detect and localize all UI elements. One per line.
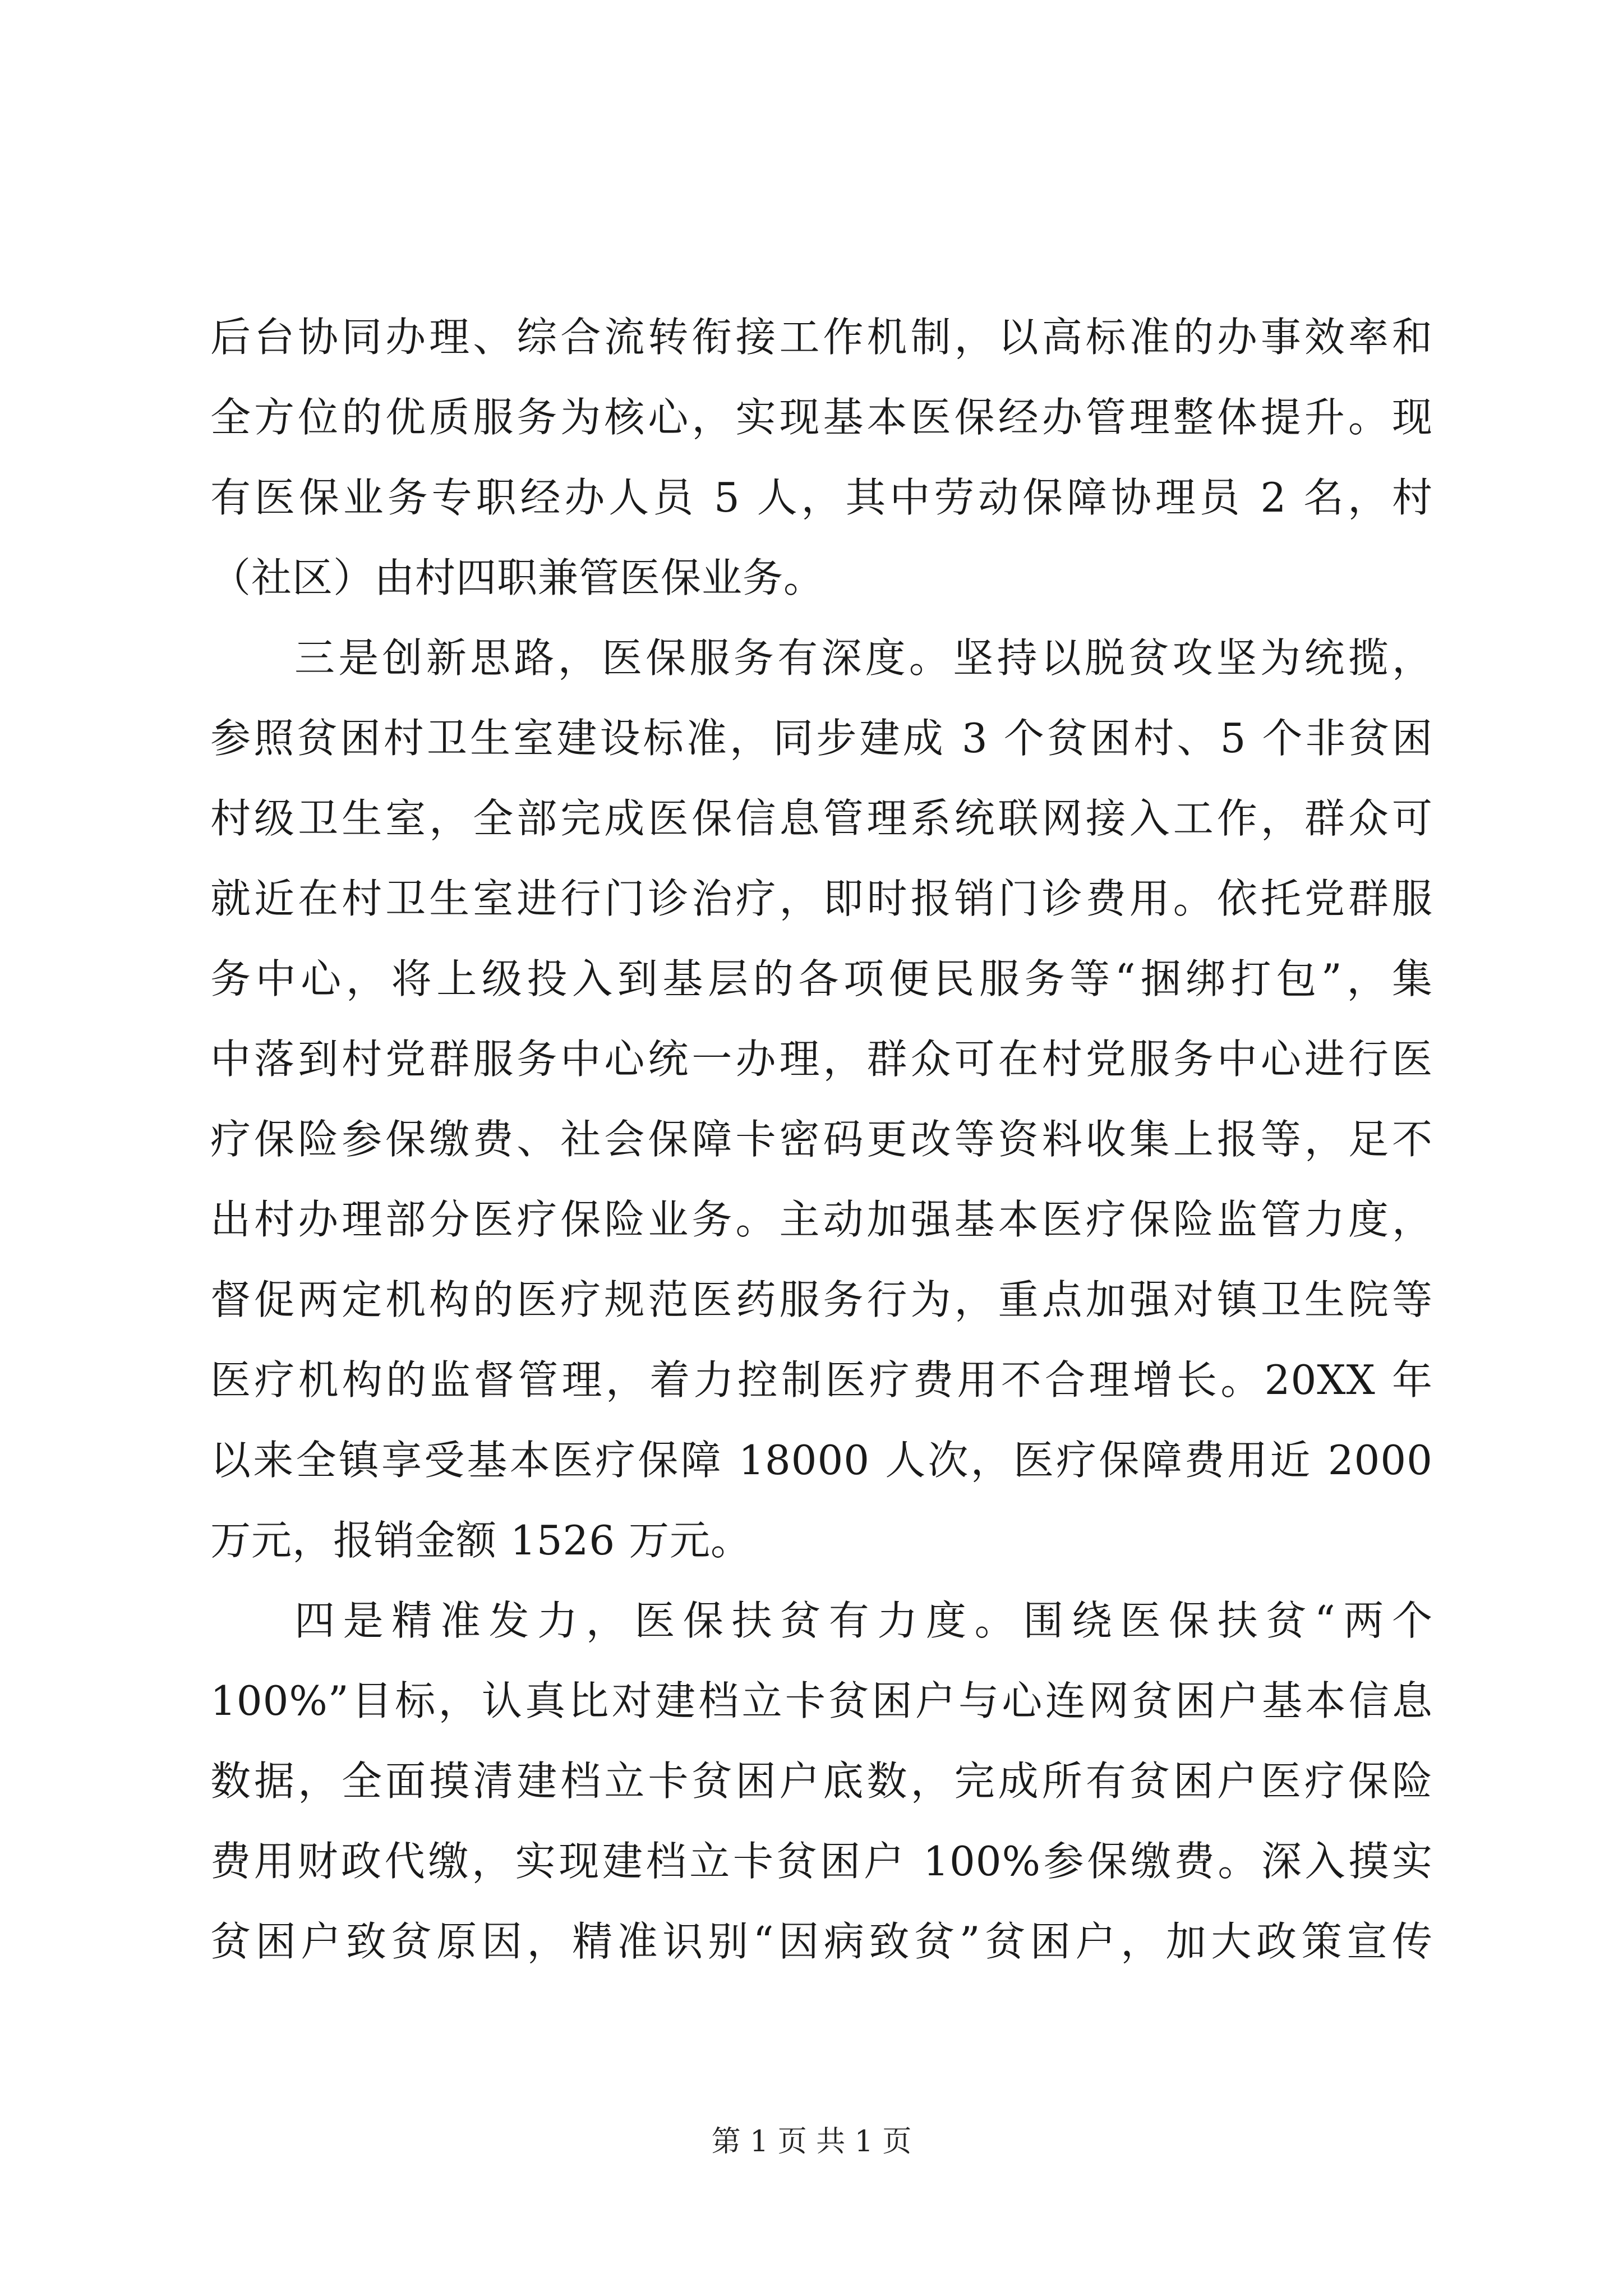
text-line: 100%”目标，认真比对建档立卡贫困户与心连网贫困户基本信息 bbox=[210, 1677, 1433, 1724]
text-line: 出村办理部分医疗保险业务。主动加强基本医疗保险监管力度， bbox=[210, 1196, 1433, 1243]
text-line: 万元，报销金额 1526 万元。 bbox=[210, 1517, 752, 1564]
page-number-footer: 第 1 页 共 1 页 bbox=[711, 2125, 912, 2159]
text-line: 督促两定机构的医疗规范医药服务行为，重点加强对镇卫生院等 bbox=[210, 1276, 1433, 1323]
text-line: 中落到村党群服务中心统一办理，群众可在村党服务中心进行医 bbox=[210, 1036, 1433, 1083]
text-line: 后台协同办理、综合流转衔接工作机制，以高标准的办事效率和 bbox=[210, 314, 1433, 361]
text-line: 贫困户致贫原因，精准识别“因病致贫”贫困户，加大政策宣传 bbox=[210, 1918, 1433, 1965]
text-line: 以来全镇享受基本医疗保障 18000 人次，医疗保障费用近 2000 bbox=[210, 1437, 1433, 1484]
text-line: 就近在村卫生室进行门诊治疗，即时报销门诊费用。依托党群服 bbox=[210, 875, 1433, 922]
paragraph-start-line: 四是精准发力，医保扶贫有力度。围绕医保扶贫“两个 bbox=[294, 1597, 1433, 1644]
text-line: 村级卫生室，全部完成医保信息管理系统联网接入工作，群众可 bbox=[210, 795, 1433, 842]
text-line: （社区）由村四职兼管医保业务。 bbox=[210, 554, 825, 601]
text-line: 全方位的优质服务为核心，实现基本医保经办管理整体提升。现 bbox=[210, 394, 1433, 441]
text-line: 费用财政代缴，实现建档立卡贫困户 100%参保缴费。深入摸实 bbox=[210, 1838, 1433, 1885]
document-body bbox=[210, 297, 1433, 1982]
text-line: 数据，全面摸清建档立卡贫困户底数，完成所有贫困户医疗保险 bbox=[210, 1757, 1433, 1805]
text-line: 务中心，将上级投入到基层的各项便民服务等“捆绑打包”，集 bbox=[210, 955, 1433, 1002]
text-line: 医疗机构的监督管理，着力控制医疗费用不合理增长。20XX 年 bbox=[210, 1356, 1433, 1404]
text-line: 疗保险参保缴费、社会保障卡密码更改等资料收集上报等，足不 bbox=[210, 1116, 1433, 1163]
text-line: 有医保业务专职经办人员 5 人，其中劳动保障协理员 2 名，村 bbox=[210, 474, 1433, 521]
paragraph-start-line: 三是创新思路，医保服务有深度。坚持以脱贫攻坚为统揽， bbox=[294, 634, 1433, 682]
text-line: 参照贫困村卫生室建设标准，同步建成 3 个贫困村、5 个非贫困 bbox=[210, 715, 1433, 762]
